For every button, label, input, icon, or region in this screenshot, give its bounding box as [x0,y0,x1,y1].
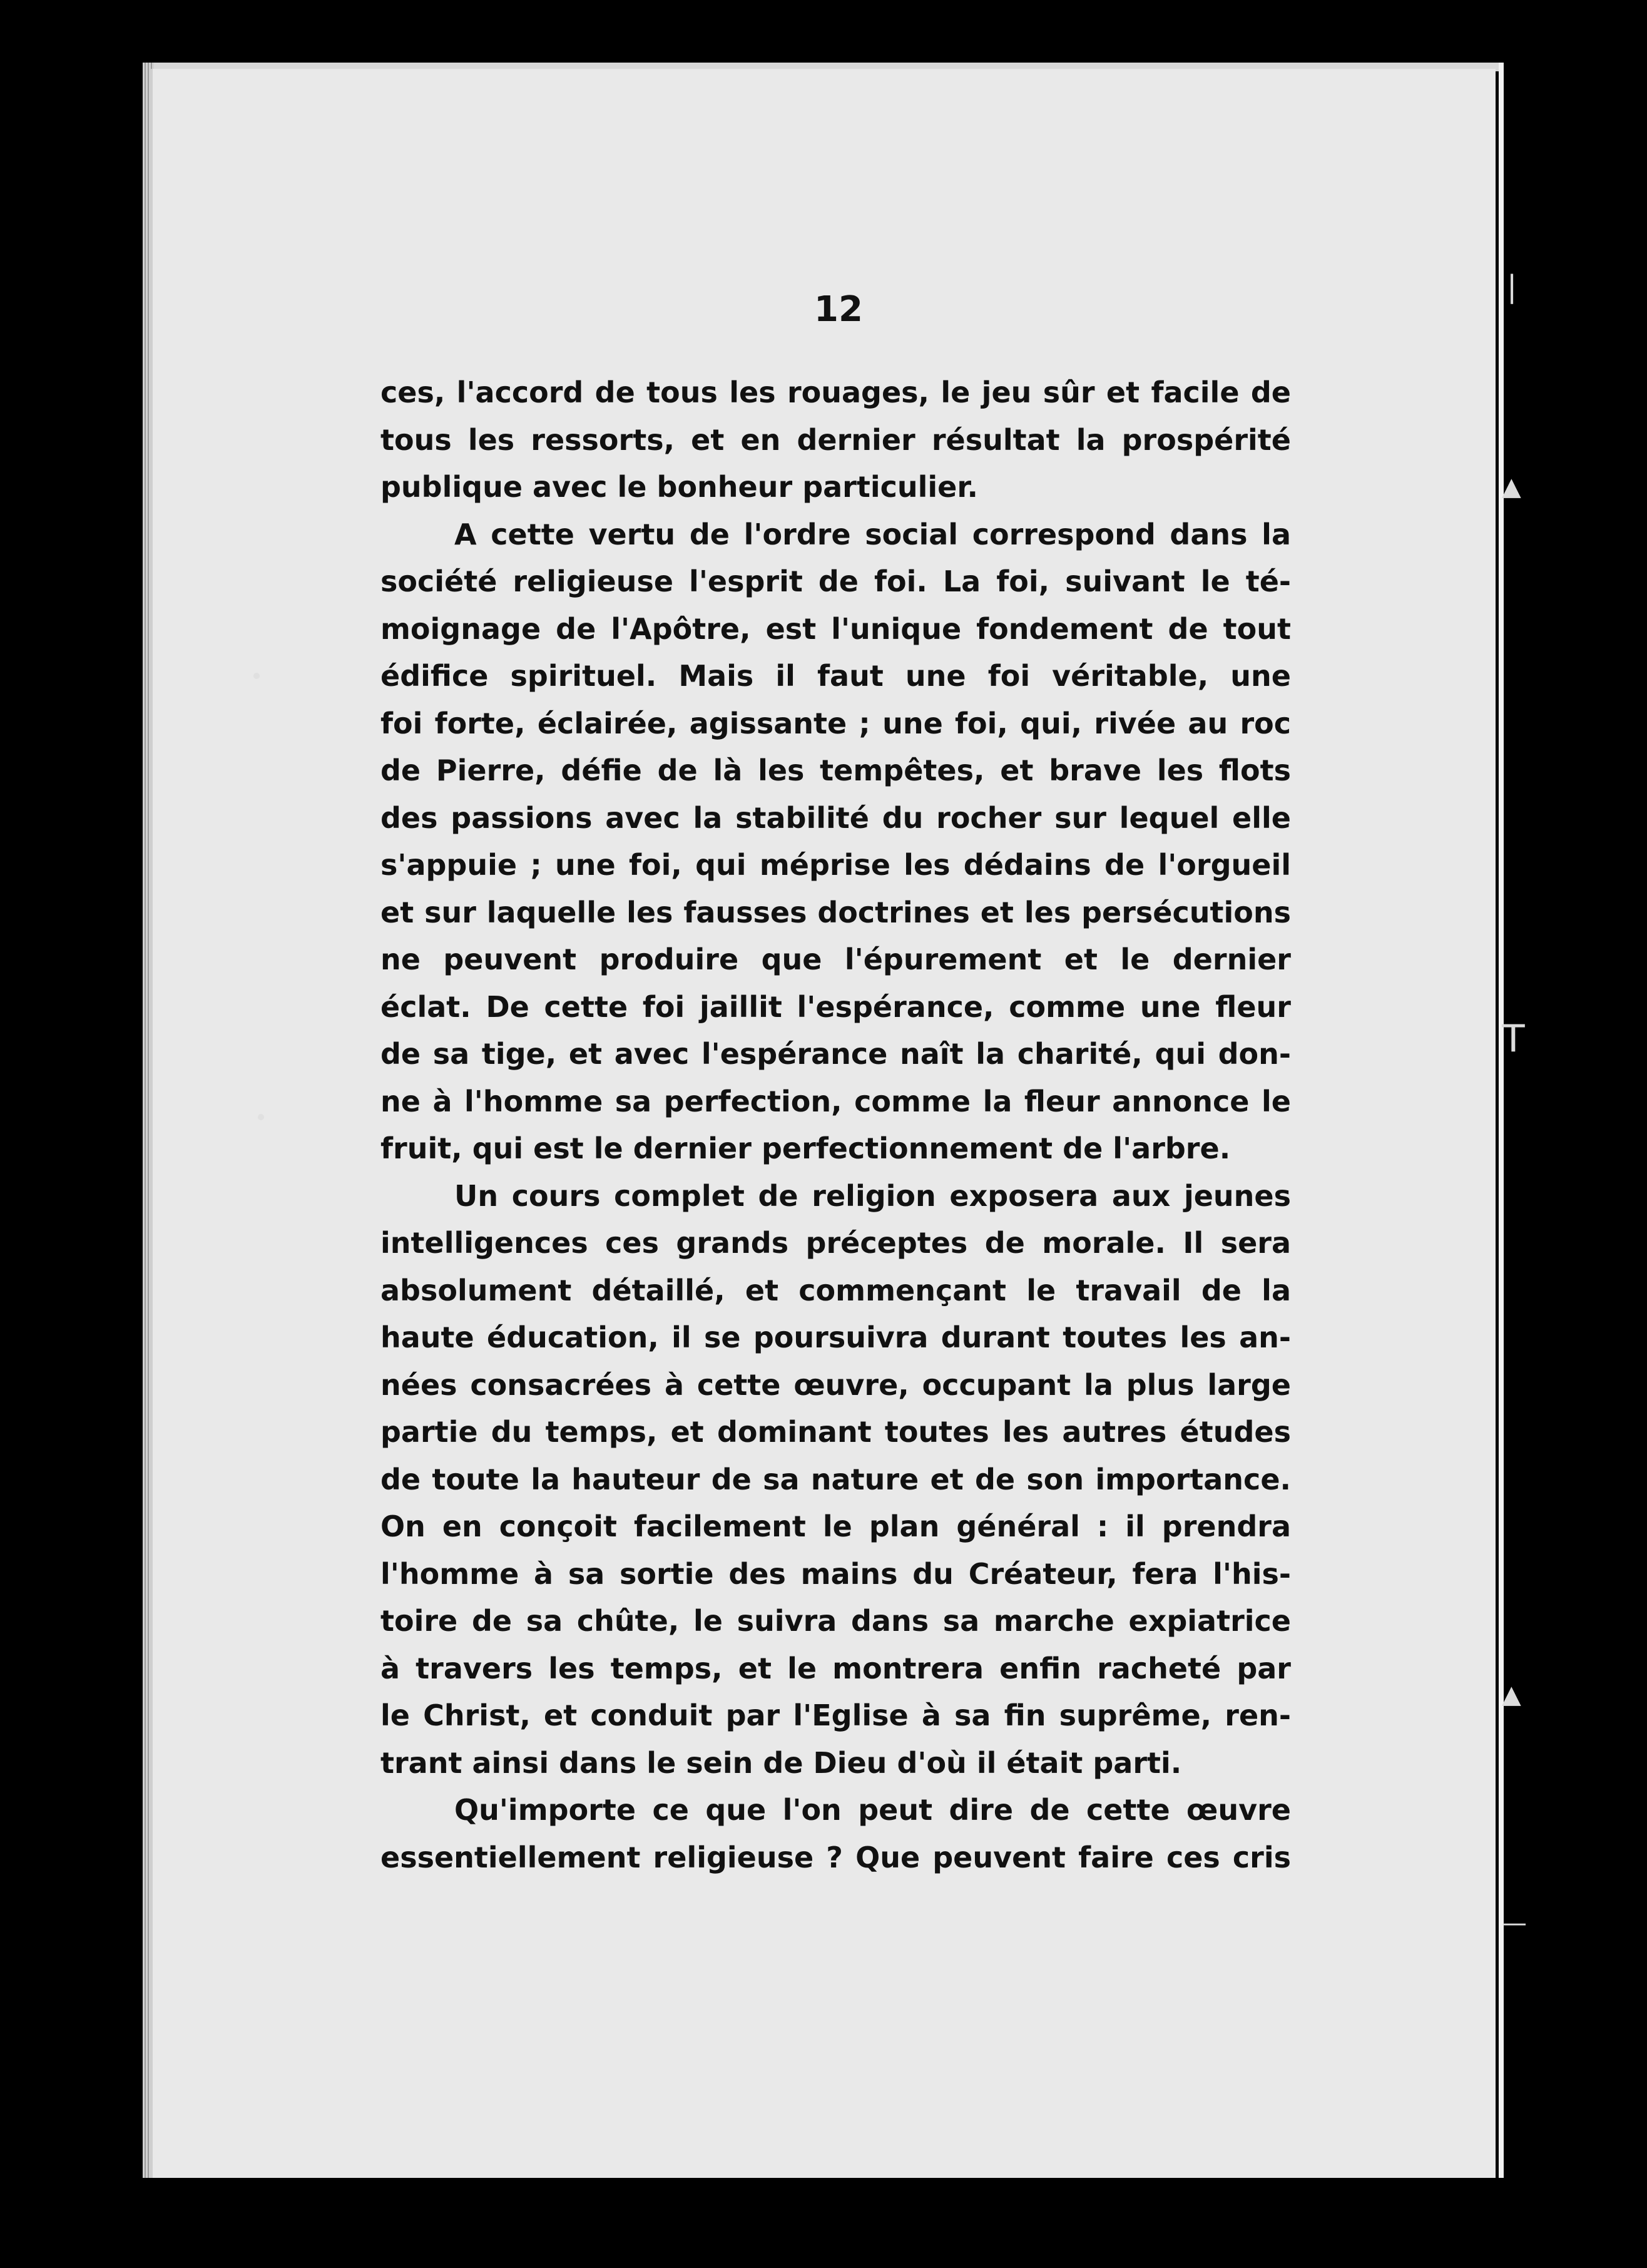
text-line: fruit, qui est le dernier perfectionnement de l'arbre. [380,1131,1231,1165]
text-line: partie du temps, et dominant toutes les autres études [380,1415,1291,1449]
text-line: société religieuse l'esprit de foi. La foi, suivant le té- [380,564,1291,598]
text-line: ne peuvent produire que l'épurement et le dernier [380,942,1291,976]
text-line: haute éducation, il se poursuivra durant toutes les an- [380,1320,1291,1354]
text-line: trant ainsi dans le sein de Dieu d'où il était parti. [380,1745,1182,1780]
text-line: Un cours complet de religion exposera aux jeunes [454,1178,1291,1213]
text-line: toire de sa chûte, le suivra dans sa marche expiatrice [380,1604,1291,1638]
text-line: foi forte, éclairée, agissante ; une foi, qui, rivée au roc [380,706,1291,740]
text-line: de sa tige, et avec l'espérance naît la charité, qui don- [380,1037,1291,1071]
text-line: édifice spirituel. Mais il faut une foi véritable, une [380,659,1291,693]
text-line: éclat. De cette foi jaillit l'espérance, comme une fleur [380,989,1291,1024]
margin-mark: — [1502,1909,1527,1938]
margin-mark: T [1502,1017,1525,1061]
page-number: 12 [814,289,863,330]
text-line: l'homme à sa sortie des mains du Créateur, fera l'his- [380,1556,1291,1591]
text-line: le Christ, et conduit par l'Eglise à sa fin suprême, ren- [380,1698,1291,1732]
text-line: publique avec le bonheur particulier. [380,470,978,504]
text-line: de toute la hauteur de sa nature et de son importance. [380,1462,1291,1496]
text-line: et sur laquelle les fausses doctrines et les persécutions [380,895,1291,929]
text-line: des passions avec la stabilité du rocher sur lequel elle [380,800,1291,835]
text-line: intelligences ces grands préceptes de morale. Il sera [380,1226,1291,1260]
page-right-edge [1499,63,1504,2178]
body-text [380,369,1291,1881]
scan-bottom-border [0,2178,1647,2268]
text-line: absolument détaillé, et commençant le travail de la [380,1273,1291,1307]
text-line: moignage de l'Apôtre, est l'unique fondement de tout [380,611,1291,646]
text-line: A cette vertu de l'ordre social correspond dans la [454,517,1291,551]
text-line: Qu'importe ce que l'on peut dire de cette œuvre [454,1793,1291,1827]
margin-mark: | [1507,269,1517,304]
text-line: tous les ressorts, et en dernier résultat la prospérité [380,422,1291,457]
scan-speck [258,1114,264,1120]
text-line: essentiellement religieuse ? Que peuvent faire ces cris [380,1840,1291,1874]
text-line: ne à l'homme sa perfection, comme la fleur annonce le [380,1084,1291,1118]
text-line: On en conçoit facilement le plan général : il prendra [380,1509,1291,1543]
margin-mark: ▲ [1502,472,1521,501]
text-line: à travers les temps, et le montrera enfin racheté par [380,1651,1291,1685]
text-line: nées consacrées à cette œuvre, occupant la plus large [380,1367,1291,1402]
scan-speck [253,673,260,679]
text-line: ces, l'accord de tous les rouages, le jeu sûr et facile de [380,375,1291,409]
text-line: s'appuie ; une foi, qui méprise les dédains de l'orgueil [380,848,1291,882]
text-line: de Pierre, défie de là les tempêtes, et brave les flots [380,753,1291,787]
margin-mark: ▲ [1502,1680,1521,1709]
